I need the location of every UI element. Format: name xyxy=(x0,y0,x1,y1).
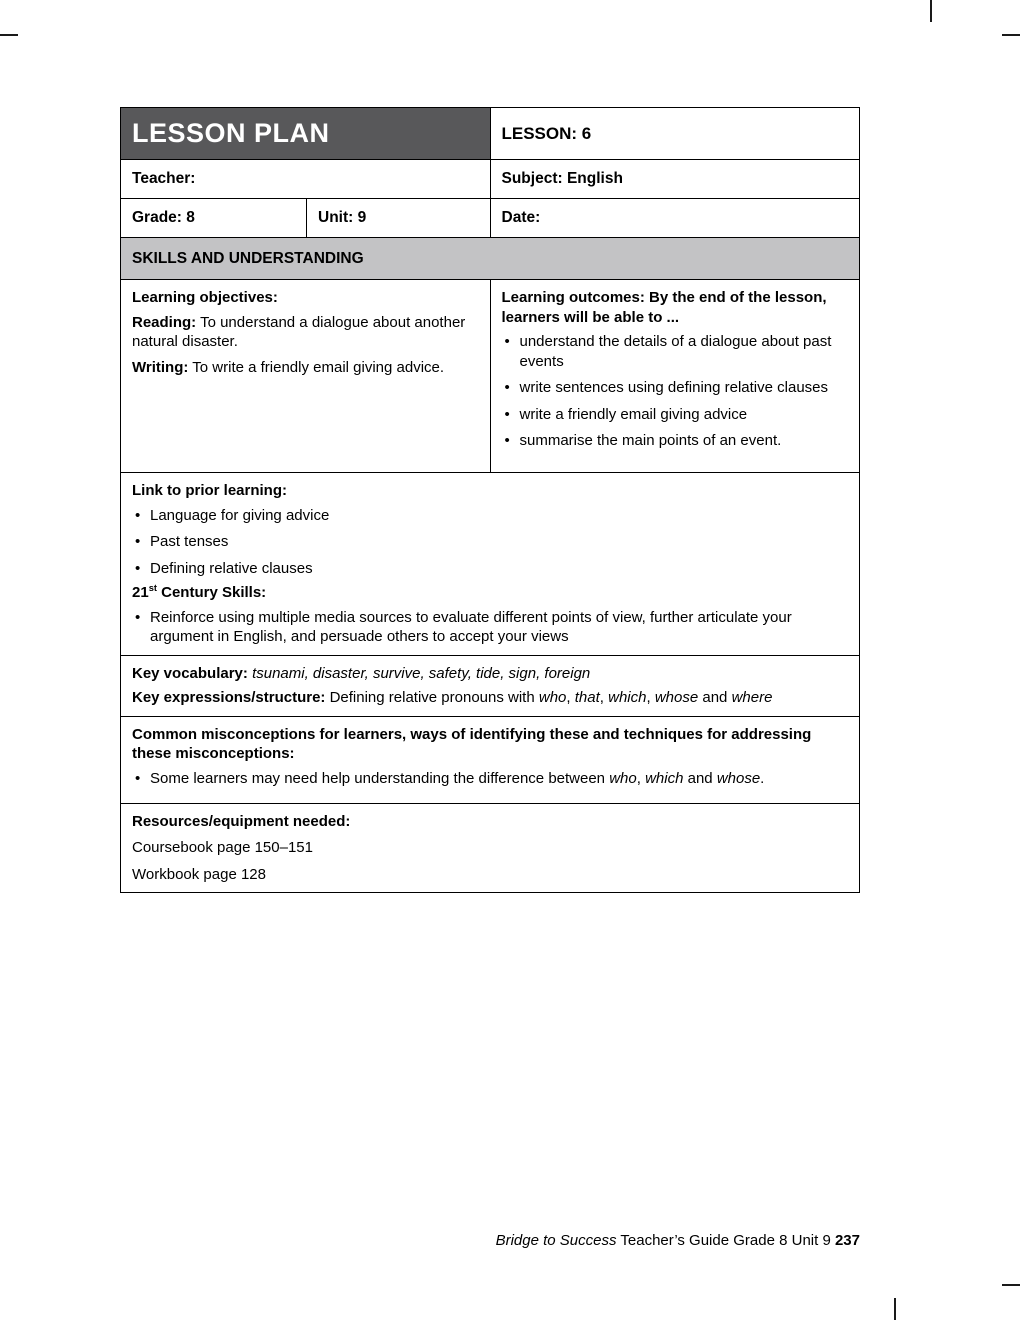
crop-mark xyxy=(0,34,18,36)
misconceptions-row xyxy=(121,716,859,803)
subject-cell xyxy=(490,160,860,198)
prior-learning-item: • Past tenses xyxy=(132,532,848,552)
prior-learning-item: • Language for giving advice xyxy=(132,506,848,526)
teacher-label: Teacher: xyxy=(132,170,196,188)
outcome-item: • understand the details of a dialogue about past events xyxy=(502,332,849,371)
misconceptions-list xyxy=(132,769,848,789)
lesson-plan-title: LESSON PLAN xyxy=(132,118,330,148)
date-label: Date: xyxy=(501,209,541,227)
century-skills-heading: 21st Century Skills: xyxy=(132,583,267,602)
century-skills-item: • Reinforce using multiple media sources to evaluate different points of view, further articulate your argument in English, and persuade others to accept your views xyxy=(132,608,848,647)
key-vocabulary-row xyxy=(121,655,859,716)
resources-cell xyxy=(121,804,859,893)
learning-outcomes-heading: Learning outcomes: By the end of the lesson, learners will be able to ... xyxy=(501,289,827,326)
grade-label: Grade: 8 xyxy=(132,209,195,227)
prior-learning-heading: Link to prior learning: xyxy=(132,482,288,500)
page-footer: Bridge to Success Teacher’s Guide Grade 8 Unit 9 237 xyxy=(495,1232,860,1249)
prior-learning-cell xyxy=(121,473,859,655)
century-skills-list xyxy=(132,608,848,647)
teacher-cell xyxy=(121,160,490,198)
crop-mark xyxy=(930,0,932,22)
resource-line: Coursebook page 150–151 xyxy=(132,839,313,857)
unit-label: Unit: 9 xyxy=(318,209,367,227)
outcome-item: • write a friendly email giving advice xyxy=(502,405,849,425)
subject-label: Subject: English xyxy=(501,170,623,188)
prior-learning-list xyxy=(132,506,848,579)
prior-learning-item: • Defining relative clauses xyxy=(132,559,848,579)
unit-cell xyxy=(306,199,490,237)
misconceptions-item: • Some learners may need help understanding the difference between who, which and whose. xyxy=(132,769,848,789)
lesson-plan-header-row xyxy=(121,108,859,159)
crop-mark xyxy=(894,1298,896,1320)
key-expressions-line: Key expressions/structure: Defining relative pronouns with who, that, which, whose and where xyxy=(132,689,773,707)
writing-objective: Writing: To write a friendly email giving advice. xyxy=(132,358,445,376)
skills-row xyxy=(121,237,859,279)
lesson-plan-header-cell xyxy=(121,108,490,159)
resources-row xyxy=(121,803,859,893)
misconceptions-cell xyxy=(121,717,859,803)
learning-outcomes-list xyxy=(502,332,849,451)
objectives-outcomes-row xyxy=(121,279,859,472)
learning-outcomes-cell xyxy=(490,280,860,472)
resources-heading: Resources/equipment needed: xyxy=(132,812,351,830)
lesson-plan-table xyxy=(120,107,860,893)
lesson-number: LESSON: 6 xyxy=(501,123,592,143)
prior-learning-row xyxy=(121,472,859,655)
crop-mark xyxy=(1002,1284,1020,1286)
misconceptions-heading: Common misconceptions for learners, ways of identifying these and techniques for addressing these misconceptions: xyxy=(132,725,812,763)
reading-objective: Reading: To understand a dialogue about another natural disaster. xyxy=(132,313,466,351)
key-vocabulary-cell xyxy=(121,656,859,716)
skills-heading-cell xyxy=(121,238,859,279)
outcome-item: • write sentences using defining relative clauses xyxy=(502,378,849,398)
crop-mark xyxy=(1002,34,1020,36)
teacher-row xyxy=(121,159,859,198)
grade-cell xyxy=(121,199,306,237)
learning-objectives-cell xyxy=(121,280,490,472)
grade-row xyxy=(121,198,859,237)
resource-line: Workbook page 128 xyxy=(132,865,266,883)
date-cell xyxy=(490,199,860,237)
learning-objectives-heading: Learning objectives: xyxy=(132,289,278,307)
skills-heading: SKILLS AND UNDERSTANDING xyxy=(132,249,364,267)
lesson-number-cell xyxy=(490,108,860,159)
key-vocabulary-line: Key vocabulary: tsunami, disaster, survive, safety, tide, sign, foreign xyxy=(132,664,591,682)
outcome-item: • summarise the main points of an event. xyxy=(502,431,849,451)
